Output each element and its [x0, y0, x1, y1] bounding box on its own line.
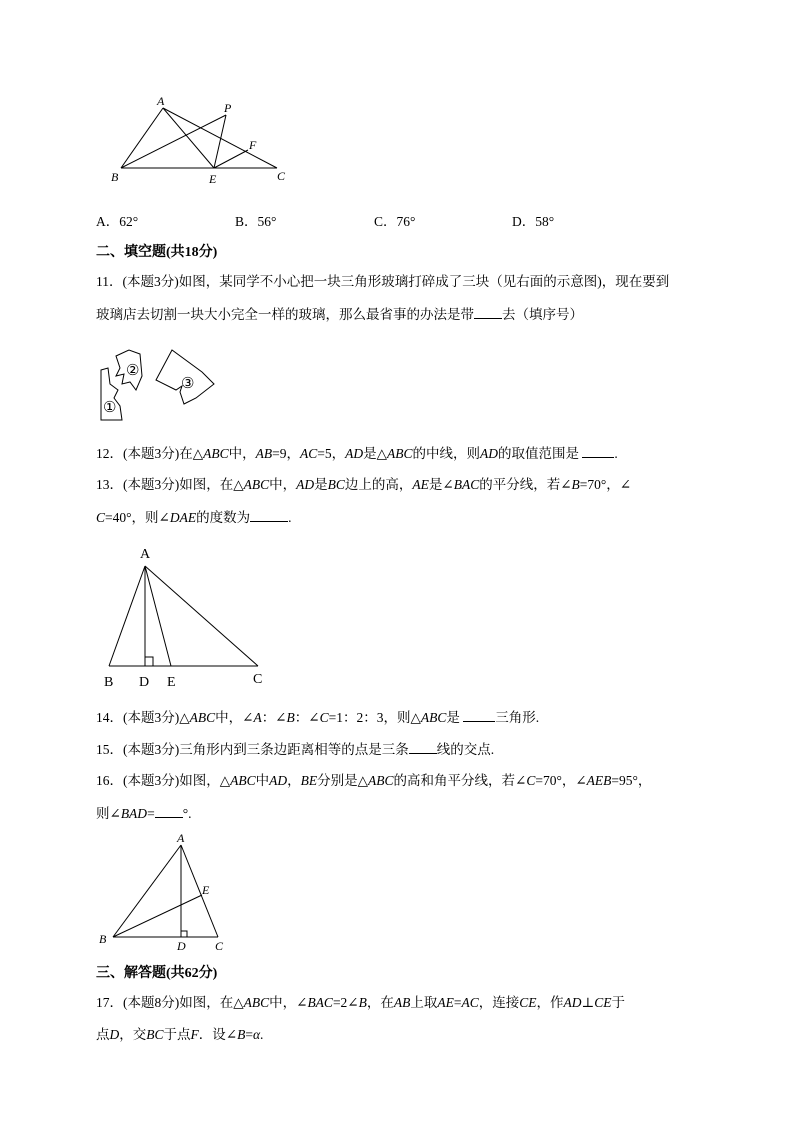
q13-label-d: D: [139, 675, 150, 690]
q10-label-e: E: [209, 172, 217, 186]
q13-label-c: C: [253, 672, 263, 687]
q17-alpha: α: [252, 1027, 261, 1042]
q13-ad: AD: [296, 477, 315, 492]
q17-text: ，在: [366, 995, 394, 1010]
q11-piece-3: ③: [181, 376, 195, 392]
q17-ce: CE: [519, 995, 537, 1010]
q13-bc: BC: [327, 477, 345, 492]
q16-ad: AD: [269, 773, 288, 788]
q13-line2: [96, 507, 291, 528]
q10-label-c: C: [277, 169, 286, 183]
q14-text: ：∠: [294, 710, 320, 725]
q16-figure: [96, 828, 236, 952]
q13-b: B: [571, 477, 580, 492]
q13-abc: ABC: [243, 477, 270, 492]
q17-text: 上取: [410, 995, 438, 1010]
q17-ab: AB: [393, 995, 411, 1010]
q12-abc: ABC: [203, 446, 229, 461]
q16-be: BE: [300, 773, 318, 788]
q12-text: 是△: [363, 446, 388, 461]
q17-line2: [96, 1025, 263, 1045]
q13-label-e: E: [167, 675, 176, 690]
q13-figure: [96, 540, 276, 690]
q16-text: 则∠: [96, 806, 121, 821]
q14-end: 三角形.: [495, 710, 540, 725]
q16-bad: BAD: [120, 806, 148, 821]
q10-label-p: P: [224, 101, 232, 115]
q16-text: =95°，: [611, 773, 652, 788]
q17-ad: AD: [563, 995, 582, 1010]
q16-label-a: A: [177, 831, 185, 845]
q17-ce: CE: [594, 995, 612, 1010]
q16-label-b: B: [99, 932, 107, 946]
q14-answer-blank[interactable]: [463, 707, 495, 722]
q17-text: =: [245, 1027, 253, 1042]
q10-option-c[interactable]: [374, 210, 415, 230]
q17-text: ⊥: [581, 995, 595, 1010]
q13-end: .: [288, 510, 292, 525]
q10-label-b: B: [111, 170, 119, 184]
q12-line: [96, 443, 618, 464]
q17-f: F: [190, 1027, 199, 1042]
q12-answer-blank[interactable]: [582, 443, 614, 458]
q11-answer-blank[interactable]: [474, 304, 502, 319]
q16-text: =: [147, 806, 155, 821]
q14-text: 是: [446, 710, 460, 725]
q16-text: =70°，∠: [535, 773, 587, 788]
q14-abc: ABC: [420, 710, 447, 725]
q17-text: ，连接: [478, 995, 520, 1010]
q16-label-c: C: [215, 939, 224, 952]
q15-text: 15．(本题3分)三角形内到三条边距离相等的点是三条: [96, 742, 409, 757]
q17-text: =2∠: [332, 995, 359, 1010]
q12-text: 的取值范围是: [498, 446, 580, 461]
q17-text: 点: [96, 1027, 110, 1042]
q13-bac: BAC: [453, 477, 480, 492]
q12-ad: AD: [345, 446, 364, 461]
section-fill-in-title: 二、填空题(共18分): [96, 245, 218, 260]
q17-text: =: [453, 995, 462, 1010]
q14-b: B: [286, 710, 295, 725]
q11-line1: 11．(本题3分)如图，某同学不小心把一块三角形玻璃打碎成了三块（见右面的示意图)，现在要到: [96, 274, 670, 289]
q13-text: 边上的高，: [344, 477, 413, 492]
q13-text: 的平分线，若∠: [479, 477, 572, 492]
q17-text: 于: [611, 995, 625, 1010]
q13-label-b: B: [104, 675, 114, 690]
q12-ac: AC: [300, 446, 318, 461]
q14-c: C: [319, 710, 329, 725]
q10-option-d-key: D．: [512, 214, 536, 229]
q12-ab: AB: [255, 446, 273, 461]
q12-text: =9，: [272, 446, 300, 461]
q14-text: =1：2：3，则△: [328, 710, 421, 725]
q16-label-d: D: [177, 939, 186, 952]
q16-abc: ABC: [368, 773, 394, 788]
q13-text: 是∠: [428, 477, 454, 492]
q16-answer-blank[interactable]: [155, 803, 183, 818]
q13-label-a: A: [140, 547, 151, 562]
q16-text: ，: [287, 773, 301, 788]
section-solve-title: 三、解答题(共62分): [96, 966, 218, 981]
q11-piece-2: ②: [126, 363, 140, 379]
q10-option-d[interactable]: [512, 210, 554, 230]
q17-line1: [96, 993, 625, 1013]
q13-text: =70°，∠: [579, 477, 632, 492]
q15-answer-blank[interactable]: [409, 739, 437, 754]
q13-text: =40°，则∠: [105, 510, 170, 525]
q14-text: ：∠: [261, 710, 287, 725]
q14-a: A: [253, 710, 262, 725]
q14-abc: ABC: [189, 710, 216, 725]
q14-text: 14．(本题3分)△: [96, 710, 190, 725]
q15-line: [96, 739, 494, 760]
q17-bac: BAC: [307, 995, 333, 1010]
q13-line1: [96, 475, 631, 495]
q10-option-c-key: C．: [374, 214, 397, 229]
q16-c: C: [526, 773, 536, 788]
q11-line2-end: 去（填序号）: [502, 307, 583, 322]
q16-line1: [96, 771, 651, 791]
q16-text: 的高和角平分线，若∠: [393, 773, 527, 788]
q17-text: ，交: [119, 1027, 147, 1042]
q10-option-a[interactable]: [96, 210, 138, 230]
q16-abc: ABC: [230, 773, 256, 788]
q13-ae: AE: [412, 477, 429, 492]
q10-option-d-value: 58°: [535, 214, 555, 229]
q12-ad: AD: [480, 446, 499, 461]
q12-abc: ABC: [387, 446, 413, 461]
q17-abc: ABC: [243, 995, 270, 1010]
q10-option-a-key: A．: [96, 214, 120, 229]
q10-label-f: F: [249, 138, 257, 152]
q17-end: .: [260, 1027, 264, 1042]
q16-end: °.: [182, 806, 192, 821]
q12-text: 中，: [228, 446, 256, 461]
q10-option-c-value: 76°: [396, 214, 416, 229]
q10-label-a: A: [157, 94, 165, 108]
q11-line2: [96, 304, 583, 325]
q10-option-a-value: 62°: [119, 214, 139, 229]
q15-end: 线的交点.: [436, 742, 495, 757]
q10-figure: [105, 92, 295, 187]
q13-answer-blank[interactable]: [250, 507, 288, 522]
q13-text: 中，: [269, 477, 297, 492]
q17-bc: BC: [146, 1027, 164, 1042]
q17-ac: AC: [461, 995, 479, 1010]
q12-prefix: 12．(本题3分)在△: [96, 446, 204, 461]
q17-text: ．设∠: [198, 1027, 238, 1042]
q13-c: C: [96, 510, 106, 525]
q10-option-b-value: 56°: [257, 214, 277, 229]
q11-line2-text: 玻璃店去切割一块大小完全一样的玻璃，那么最省事的办法是带: [96, 307, 474, 322]
q13-text: 是: [314, 477, 328, 492]
q17-text: 17．(本题8分)如图，在△: [96, 995, 244, 1010]
q17-text: 于点: [163, 1027, 191, 1042]
q11-figure: [96, 344, 231, 426]
q11-piece-1: ①: [103, 400, 117, 416]
q16-label-e: E: [202, 883, 210, 897]
q12-text: =5，: [317, 446, 346, 461]
q13-dae: DAE: [169, 510, 197, 525]
q17-text: ，作: [536, 995, 564, 1010]
q16-text: 16．(本题3分)如图，△: [96, 773, 231, 788]
q12-end: .: [614, 446, 618, 461]
q16-text: 分别是△: [317, 773, 369, 788]
q17-b: B: [237, 1027, 246, 1042]
q13-text: 13．(本题3分)如图，在△: [96, 477, 244, 492]
q17-b: B: [358, 995, 367, 1010]
q17-text: 中，∠: [269, 995, 308, 1010]
q13-text: 的度数为: [196, 510, 251, 525]
q16-text: 中: [255, 773, 270, 788]
q16-line2: [96, 803, 191, 824]
q14-text: 中，∠: [215, 710, 254, 725]
q17-ae: AE: [437, 995, 454, 1010]
q10-option-b[interactable]: [235, 210, 276, 230]
q16-aeb: AEB: [586, 773, 612, 788]
q14-line: [96, 707, 539, 728]
q10-option-b-key: B．: [235, 214, 258, 229]
q12-text: 的中线，则: [412, 446, 481, 461]
q17-d: D: [109, 1027, 120, 1042]
